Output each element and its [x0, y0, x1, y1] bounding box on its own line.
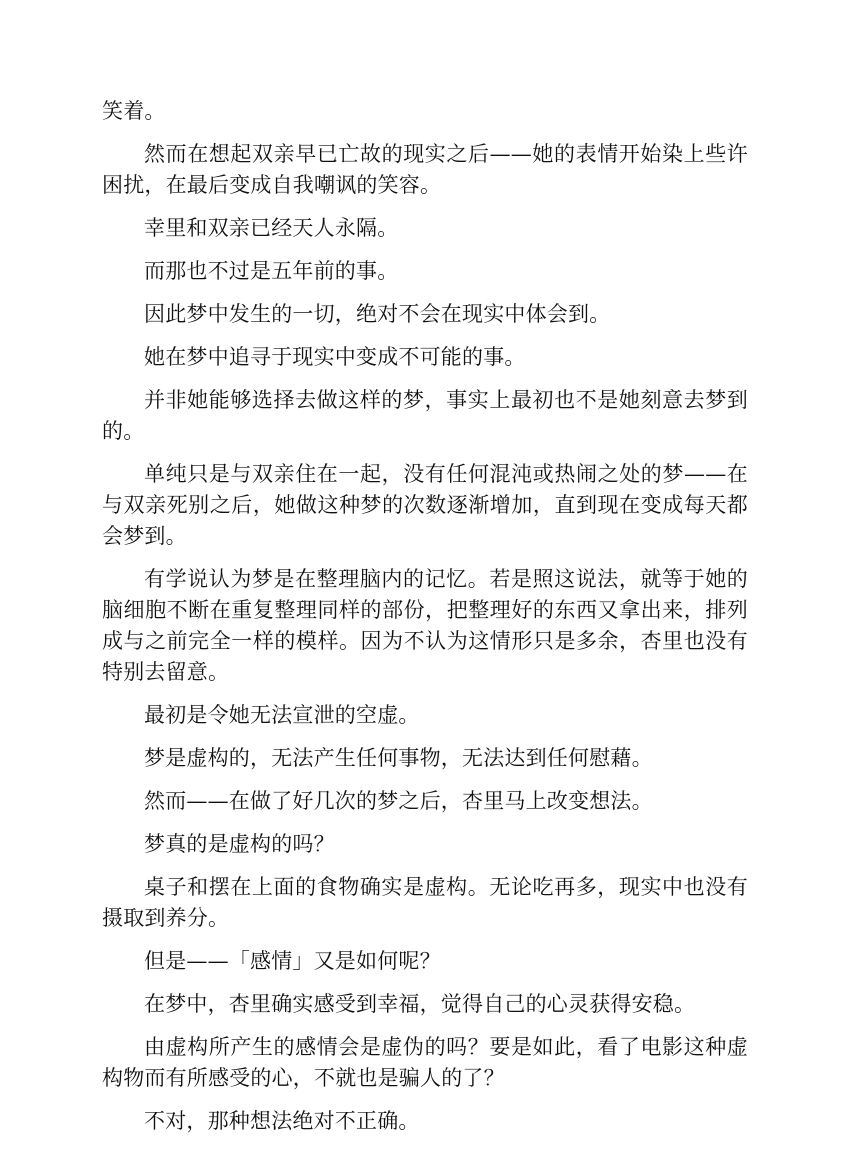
paragraph-3: 幸里和双亲已经天人永隔。: [144, 216, 399, 240]
paragraph-10: 最初是令她无法宣泄的空虚。: [144, 703, 420, 727]
paragraph-1: 笑着。: [102, 99, 166, 123]
paragraph-16: 在梦中，杏里确实感受到幸福，觉得自己的心灵获得安稳。: [144, 992, 696, 1016]
paragraph-14: 桌子和摆在上面的食物确实是虚构。无论吃再多，现实中也没有摄取到养分。: [102, 875, 748, 930]
paragraph-12: 然而——在做了好几次的梦之后，杏里马上改变想法。: [144, 789, 653, 813]
document-page: [102, 96, 748, 1149]
paragraph-17: 由虚构所产生的感情会是虚伪的吗？要是如此，看了电影这种虚构物而有所感受的心，不就也是骗人的了？: [102, 1035, 748, 1090]
paragraph-11: 梦是虚构的，无法产生任何事物，无法达到任何慰藉。: [144, 746, 653, 770]
paragraph-18: 不对，那种想法绝对不正确。: [144, 1109, 420, 1133]
paragraph-4: 而那也不过是五年前的事。: [144, 259, 399, 283]
paragraph-8: 单纯只是与双亲住在一起，没有任何混沌或热闹之处的梦——在与双亲死别之后，她做这种梦的次数逐渐增加，直到现在变成每天都会梦到。: [102, 462, 748, 548]
paragraph-7: 并非她能够选择去做这样的梦，事实上最初也不是她刻意去梦到的。: [102, 388, 748, 443]
paragraph-6: 她在梦中追寻于现实中变成不可能的事。: [144, 345, 526, 369]
paragraph-15: 但是——「感情」又是如何呢？: [144, 949, 441, 973]
paragraph-5: 因此梦中发生的一切，绝对不会在现实中体会到。: [144, 302, 611, 326]
paragraph-9: 有学说认为梦是在整理脑内的记忆。若是照这说法，就等于她的脑细胞不断在重复整理同样的部份，把整理好的东西又拿出来，排列成与之前完全一样的模样。因为不认为这情形只是多余，杏里也没有特别去留意。: [102, 567, 748, 684]
paragraph-2: 然而在想起双亲早已亡故的现实之后——她的表情开始染上些许困扰，在最后变成自我嘲讽的笑容。: [102, 142, 748, 197]
paragraph-13: 梦真的是虚构的吗？: [144, 832, 335, 856]
